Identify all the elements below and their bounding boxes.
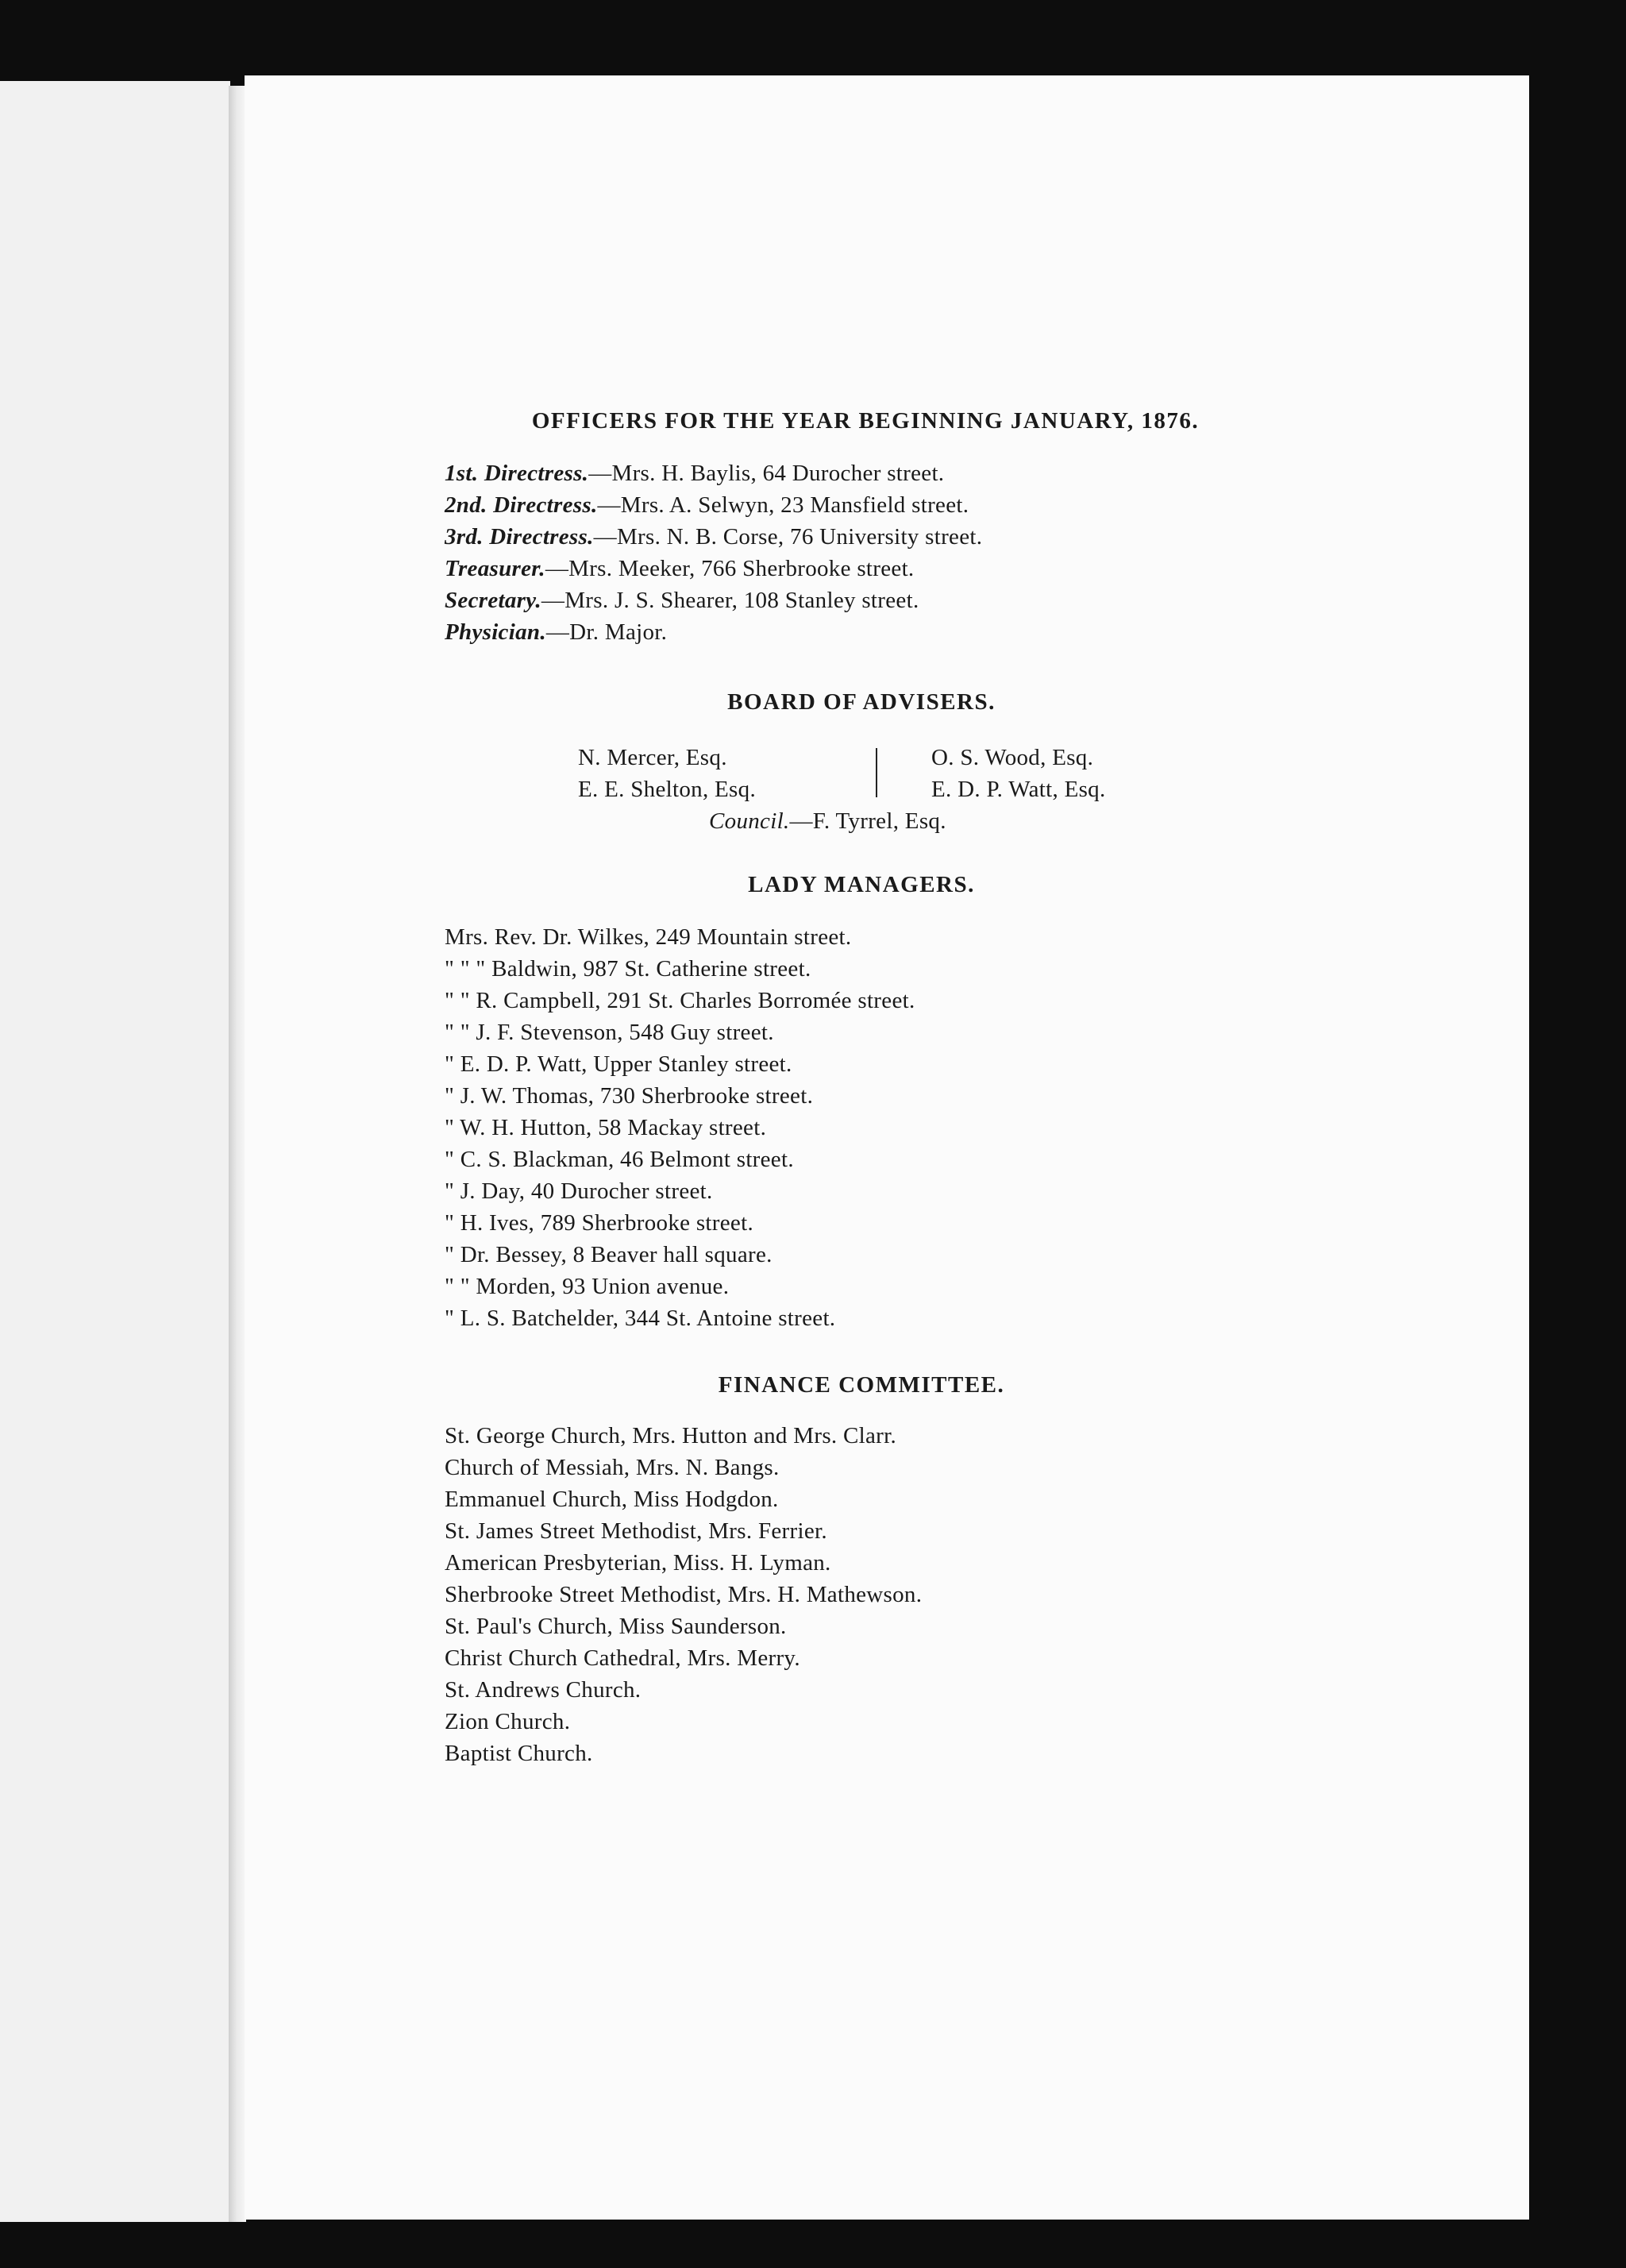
manager-line: " " R. Campbell, 291 St. Charles Borromée street. (445, 988, 915, 1013)
manager-line: " " Morden, 93 Union avenue. (445, 1274, 730, 1299)
finance-list (445, 1420, 1239, 1769)
manager-line: " " " Baldwin, 987 St. Catherine street. (445, 956, 811, 982)
finance-line: St. Paul's Church, Miss Saunderson. (445, 1614, 787, 1639)
manager-line: " " J. F. Stevenson, 548 Guy street. (445, 1020, 774, 1045)
manager-line: " H. Ives, 789 Sherbrooke street. (445, 1210, 753, 1236)
officer-line: Treasurer.—Mrs. Meeker, 766 Sherbrooke street. (445, 556, 915, 581)
column-divider (876, 748, 877, 797)
officer-line: 3rd. Directress.—Mrs. N. B. Corse, 76 University street. (445, 524, 983, 550)
adviser-name: N. Mercer, Esq. (578, 745, 727, 770)
finance-line: St. James Street Methodist, Mrs. Ferrier. (445, 1518, 827, 1544)
adviser-name: O. S. Wood, Esq. (931, 745, 1094, 770)
finance-line: Zion Church. (445, 1709, 571, 1734)
finance-line: Emmanuel Church, Miss Hodgdon. (445, 1487, 779, 1512)
advisers-left-column (578, 742, 756, 805)
finance-line: Sherbrooke Street Methodist, Mrs. H. Mathewson. (445, 1582, 923, 1607)
finance-line: American Presbyterian, Miss. H. Lyman. (445, 1550, 831, 1576)
officer-line: Secretary.—Mrs. J. S. Shearer, 108 Stanley street. (445, 588, 919, 613)
manager-line: " C. S. Blackman, 46 Belmont street. (445, 1147, 794, 1172)
officers-heading: OFFICERS FOR THE YEAR BEGINNING JANUARY, 1876. (531, 408, 1200, 434)
manager-line: " W. H. Hutton, 58 Mackay street. (445, 1115, 767, 1140)
officer-line: Physician.—Dr. Major. (445, 619, 668, 645)
advisers-right-column (931, 742, 1106, 805)
finance-line: Christ Church Cathedral, Mrs. Merry. (445, 1645, 800, 1671)
officers-list (445, 457, 1239, 648)
officer-line: 1st. Directress.—Mrs. H. Baylis, 64 Durocher street. (445, 461, 945, 486)
manager-line: " L. S. Batchelder, 344 St. Antoine street. (445, 1306, 836, 1331)
managers-list (445, 921, 1239, 1334)
finance-heading: FINANCE COMMITTEE. (718, 1372, 1005, 1398)
manager-line: " J. Day, 40 Durocher street. (445, 1178, 713, 1204)
managers-heading: LADY MANAGERS. (748, 872, 975, 897)
manager-line: " E. D. P. Watt, Upper Stanley street. (445, 1051, 792, 1077)
finance-line: Church of Messiah, Mrs. N. Bangs. (445, 1455, 780, 1480)
finance-line: Baptist Church. (445, 1741, 593, 1766)
advisers-block (445, 742, 1239, 805)
officer-line: 2nd. Directress.—Mrs. A. Selwyn, 23 Mansfield street. (445, 492, 969, 518)
advisers-heading: BOARD OF ADVISERS. (727, 689, 996, 715)
finance-line: St. George Church, Mrs. Hutton and Mrs. Clarr. (445, 1423, 897, 1448)
adviser-name: E. E. Shelton, Esq. (578, 777, 756, 802)
book-gutter (229, 86, 246, 2222)
council-line: Council.—F. Tyrrel, Esq. (709, 808, 946, 834)
finance-line: St. Andrews Church. (445, 1677, 642, 1703)
manager-line: " J. W. Thomas, 730 Sherbrooke street. (445, 1083, 814, 1109)
facing-page-edge (0, 81, 230, 2222)
manager-line: " Dr. Bessey, 8 Beaver hall square. (445, 1242, 773, 1267)
page-content (445, 405, 1239, 1769)
adviser-name: E. D. P. Watt, Esq. (931, 777, 1106, 802)
manager-line: Mrs. Rev. Dr. Wilkes, 249 Mountain street. (445, 924, 852, 950)
